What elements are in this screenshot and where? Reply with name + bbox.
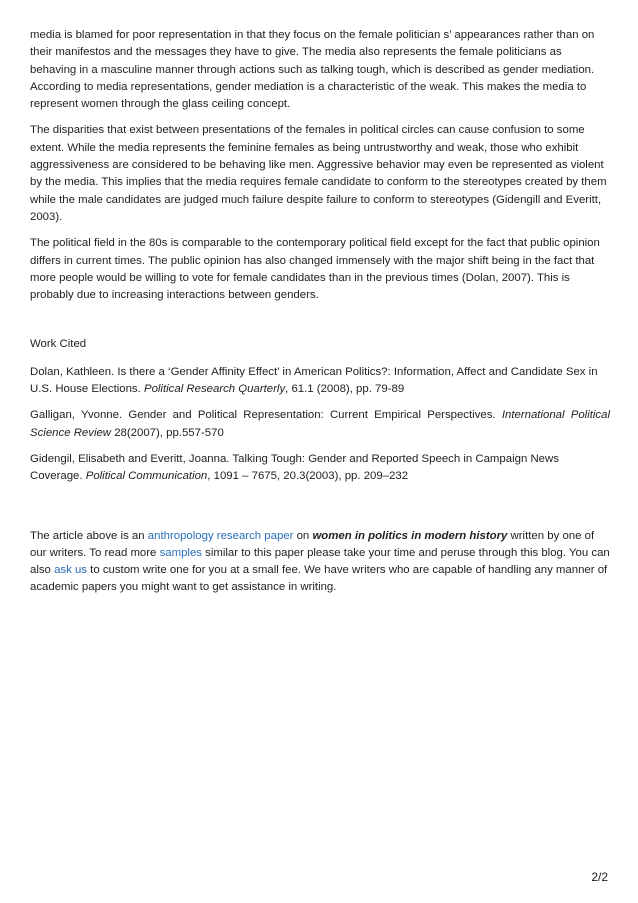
works-cited-heading: Work Cited (30, 338, 87, 351)
reference-entry (30, 364, 610, 399)
body-paragraph: media is blamed for poor representation in that they focus on the female politician s’ appearances rather than on their manifestos and the messages they have to give. The media also represents the female politicians as behaving in a masculine manner through actions such as talking tough, which is described as gender mediation. According to media representations, gender mediation is a characteristic of the weak. This makes the media to represent women through the glass ceiling concept. (30, 29, 595, 111)
page-number: 2/2 (591, 870, 608, 884)
body-paragraph: The political field in the 80s is comparable to the contemporary political field except for the fact that public opinion differs in current times. The public opinion has also changed immensely with the major shift being in the fact that more people would be willing to vote for female candidates than in the previous times (Dolan, 2007). This is probably due to increasing interactions between genders. (30, 237, 600, 302)
reference-text: Dolan, Kathleen. Is there a ‘Gender Affinity Effect’ in American Politics?: Information, Affect and Candidate Sex in U.S. House Elections. (30, 365, 598, 396)
reference-journal: International Political Science Review (30, 409, 610, 439)
reference-text: , 61.1 (2008), pp. 79-89 (285, 383, 405, 396)
reference-entry (30, 407, 610, 442)
note-text: written by one of our writers. To read more (30, 529, 595, 559)
samples-link[interactable]: samples (159, 546, 202, 559)
article-footer-note (30, 528, 610, 597)
reference-journal: Political Communication (85, 470, 208, 483)
document-body (30, 27, 610, 606)
note-text: on (293, 529, 313, 542)
reference-text: Gidengil, Elisabeth and Everitt, Joanna. Talking Tough: Gender and Reported Speech in Campaign News Coverage. (30, 452, 559, 483)
reference-journal: Political Research Quarterly (143, 383, 286, 396)
body-paragraph: The disparities that exist between presentations of the females in political circles can cause confusion to some extent. While the media represents the feminine females as being untrustworthy and weak, those who exhibit aggressiveness are considered to be behaving like men. Aggressive behavior may even be represented as violent by the media. This implies that the media requires female candidate to conform to the stereotypes created by them while the male candidates are judged much failure despite failure to conform to stereotypes (Gidengill and Everitt, 2003). (30, 124, 607, 223)
reference-text: , 1091 – 7675, 20.3(2003), pp. 209–232 (207, 470, 409, 483)
anthropology-research-paper-link[interactable]: anthropology research paper (147, 529, 294, 542)
reference-entry (30, 451, 610, 486)
reference-text: 28(2007), pp.557-570 (111, 426, 224, 439)
article-topic: women in politics in modern history (312, 529, 508, 542)
note-text: similar to this paper please take your time and peruse through this blog. You can also (30, 546, 610, 577)
note-text: The article above is an (30, 529, 148, 542)
reference-text: Galligan, Yvonne. Gender and Political Representation: Current Empirical Perspectives. (30, 409, 502, 422)
note-text: to custom write one for you at a small fee. We have writers who are capable of handling any manner of academic papers you might want to get assistance in writing. (30, 564, 608, 594)
ask-us-link[interactable]: ask us (54, 564, 87, 577)
